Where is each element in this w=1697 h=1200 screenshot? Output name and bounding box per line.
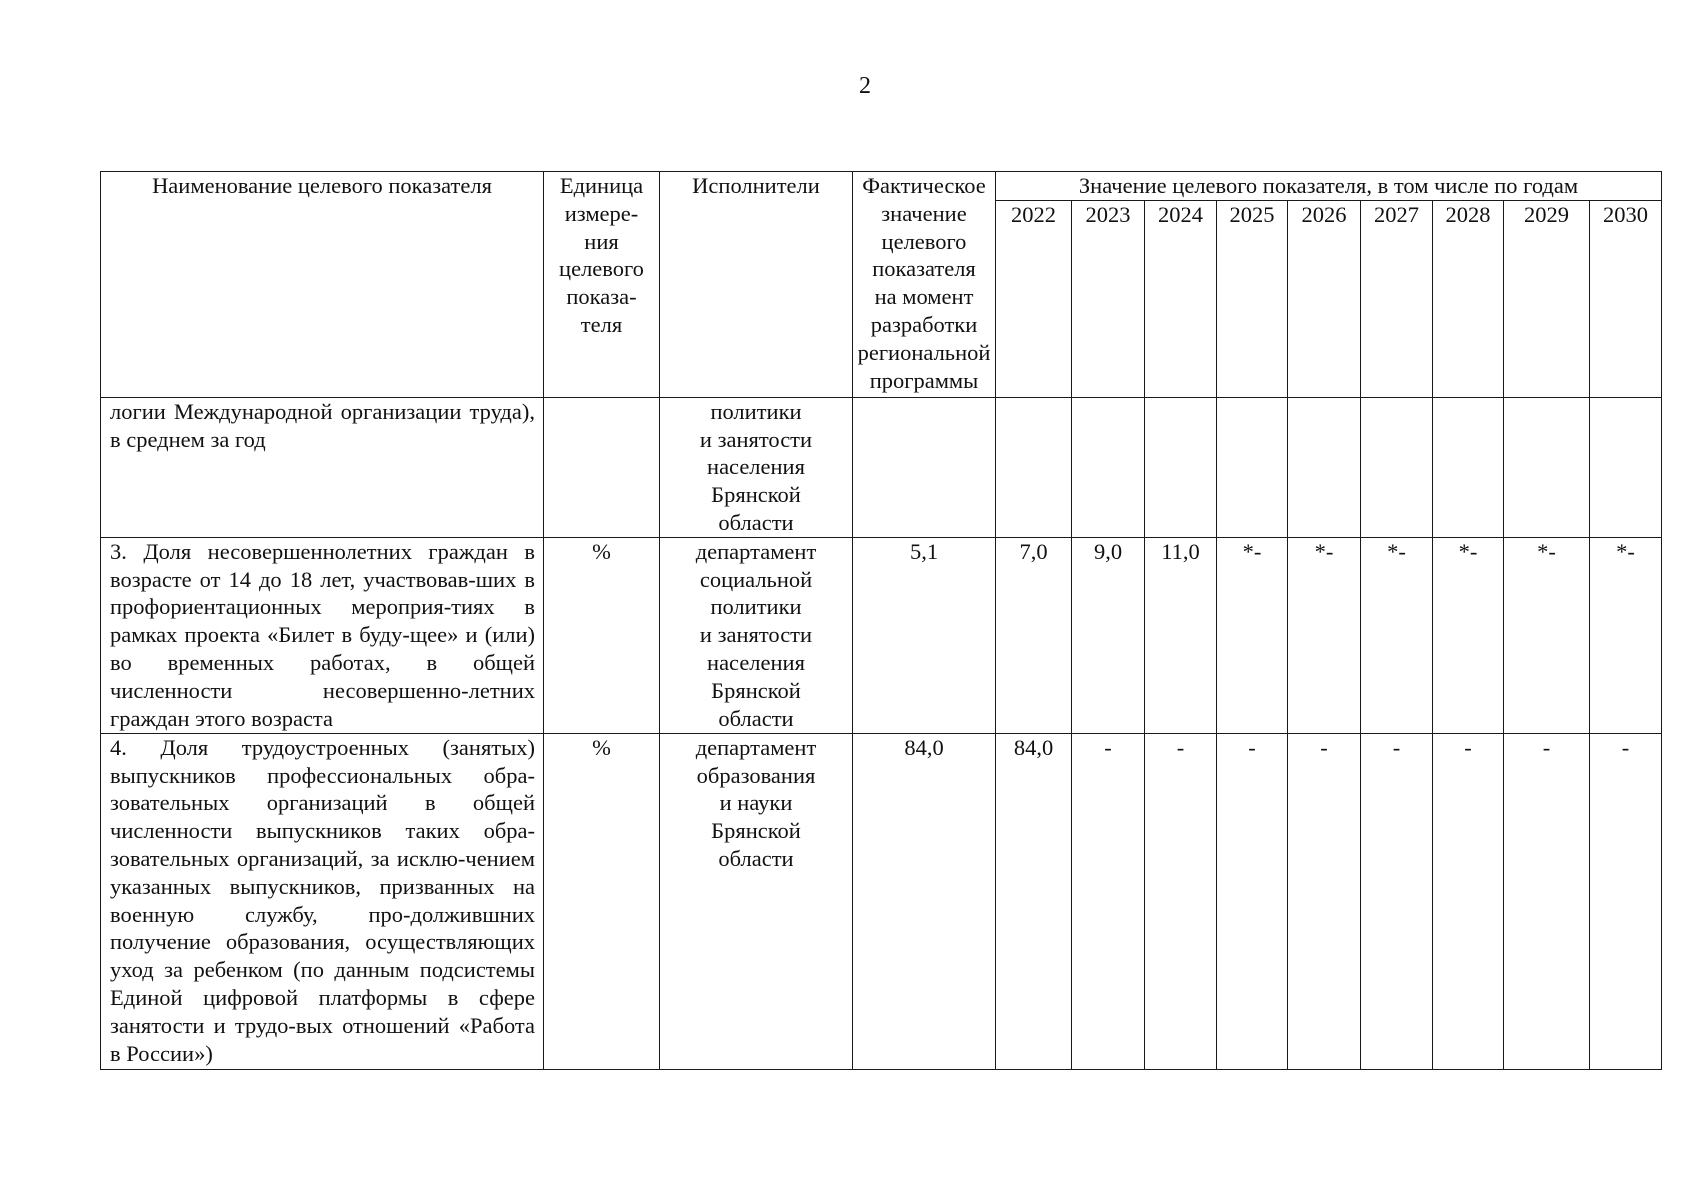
page-number: 2: [859, 73, 871, 99]
year-value: [1288, 397, 1361, 537]
table-row: [101, 537, 1662, 733]
year-value: -: [1217, 733, 1288, 1069]
year-value: [1361, 397, 1433, 537]
year-value: -: [1072, 733, 1145, 1069]
year-value: [1072, 397, 1145, 537]
year-value: 7,0: [996, 537, 1072, 733]
header-executors: Исполнители: [660, 172, 853, 398]
table-row: [101, 397, 1662, 537]
header-year: 2027: [1361, 200, 1433, 397]
year-value: -: [1288, 733, 1361, 1069]
header-year: 2029: [1504, 200, 1590, 397]
header-year: 2025: [1217, 200, 1288, 397]
year-value: [1433, 397, 1504, 537]
year-value: -: [1433, 733, 1504, 1069]
year-value: [1145, 397, 1217, 537]
target-indicators-table: [100, 171, 1662, 1070]
header-year: 2026: [1288, 200, 1361, 397]
year-value: *-: [1590, 537, 1662, 733]
year-value: *-: [1361, 537, 1433, 733]
table-row: [101, 733, 1662, 1069]
year-value: *-: [1504, 537, 1590, 733]
header-year: 2022: [996, 200, 1072, 397]
year-value: -: [1590, 733, 1662, 1069]
executor-cell: департамент образования и науки Брянской области: [660, 733, 853, 1069]
year-value: -: [1361, 733, 1433, 1069]
header-row-top: [101, 172, 1662, 201]
indicator-name: 4. Доля трудоустроенных (занятых) выпускников профессиональных обра-зовательных организаций в общей численности выпускников таких обра-зовательных организаций, за исклю-чением указанных выпускников, призванных на военную службу, про-должившних получение образования, осуществляющих уход за ребенком (по данным подсистемы Единой цифровой платформы в сфере занятости и трудо-вых отношений «Работа в России»): [101, 733, 544, 1069]
header-actual-value: Фактическое значение целевого показателя на момент разработки региональной программы: [853, 172, 996, 398]
unit-cell: %: [544, 733, 660, 1069]
year-value: [1504, 397, 1590, 537]
header-year: 2024: [1145, 200, 1217, 397]
header-year: 2023: [1072, 200, 1145, 397]
year-value: -: [1504, 733, 1590, 1069]
year-value: -: [1145, 733, 1217, 1069]
header-values-by-year: Значение целевого показателя, в том числе по годам: [996, 172, 1662, 201]
indicator-name: 3. Доля несовершеннолетних граждан в возрасте от 14 до 18 лет, участвовав-ших в профориентационных мероприя-тиях в рамках проекта «Билет в буду-щее» и (или) во временных работах, в общей численности несовершенно-летних граждан этого возраста: [101, 537, 544, 733]
year-value: [1217, 397, 1288, 537]
header-year: 2030: [1590, 200, 1662, 397]
actual-value-cell: [853, 397, 996, 537]
year-value: [996, 397, 1072, 537]
indicator-name: логии Международной организации труда), в среднем за год: [101, 397, 544, 537]
header-name: Наименование целевого показателя: [101, 172, 544, 398]
year-value: *-: [1217, 537, 1288, 733]
year-value: [1590, 397, 1662, 537]
year-value: 84,0: [996, 733, 1072, 1069]
header-unit: Единица измере- ния целевого показа- теля: [544, 172, 660, 398]
actual-value-cell: 84,0: [853, 733, 996, 1069]
year-value: *-: [1433, 537, 1504, 733]
year-value: *-: [1288, 537, 1361, 733]
year-value: 9,0: [1072, 537, 1145, 733]
unit-cell: %: [544, 537, 660, 733]
actual-value-cell: 5,1: [853, 537, 996, 733]
header-year: 2028: [1433, 200, 1504, 397]
unit-cell: [544, 397, 660, 537]
year-value: 11,0: [1145, 537, 1217, 733]
executor-cell: политики и занятости населения Брянской области: [660, 397, 853, 537]
executor-cell: департамент социальной политики и занятости населения Брянской области: [660, 537, 853, 733]
